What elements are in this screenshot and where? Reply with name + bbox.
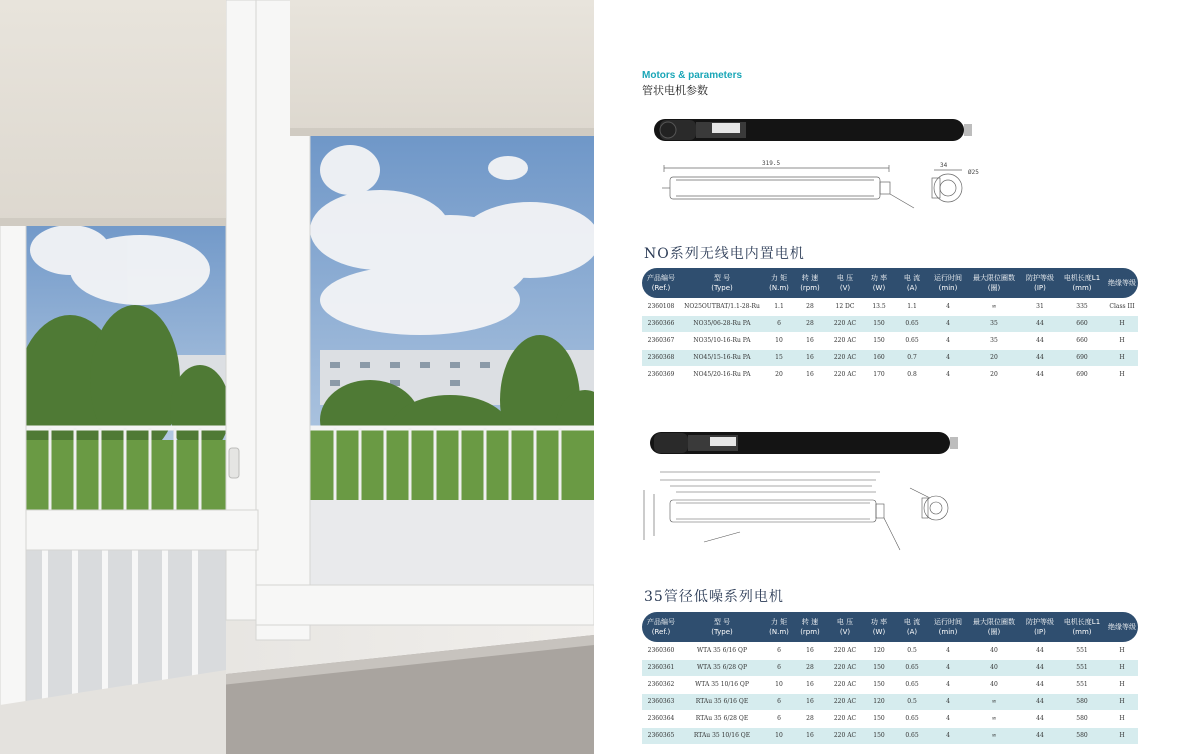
header-label-zh: 电 压: [836, 274, 854, 282]
series2-header-cell: [1022, 617, 1058, 637]
header-label-en: (rpm): [800, 628, 820, 636]
table-cell: 2360367: [647, 337, 675, 345]
header-label-en: (A): [906, 628, 918, 636]
table-cell: ∞: [991, 698, 997, 706]
table-cell: 4: [946, 337, 950, 345]
table-row: [642, 694, 1138, 711]
header-label-en: (Ref.): [651, 628, 671, 636]
series2-header-cell: [826, 617, 864, 637]
table-cell: 170: [873, 371, 885, 379]
header-label-zh: 力 矩: [770, 618, 788, 626]
table-cell: 160: [873, 354, 885, 362]
table-cell: Class III: [1109, 303, 1135, 311]
table-cell: 0.7: [907, 354, 917, 362]
header-label-zh: 绝缘等级: [1108, 623, 1136, 631]
table-cell: 0.65: [905, 664, 919, 672]
series1-header-cell: [826, 273, 864, 293]
table-cell: 6: [777, 715, 781, 723]
series1-header-cell: [680, 273, 764, 293]
table-cell: 44: [1036, 664, 1044, 672]
table-cell: H: [1119, 715, 1125, 723]
table-cell: 2360363: [647, 698, 675, 706]
table-cell: 10: [775, 732, 783, 740]
table-cell: 44: [1036, 647, 1044, 655]
header-label-zh: 转 速: [801, 274, 819, 282]
table-cell: WTA 35 10/16 QP: [695, 681, 749, 689]
table-cell: 2360369: [647, 371, 675, 379]
header-label-zh: 转 速: [801, 618, 819, 626]
table-cell: 660: [1076, 320, 1088, 328]
table-cell: 551: [1076, 664, 1088, 672]
table-cell: 120: [873, 647, 885, 655]
table-cell: 28: [806, 664, 814, 672]
table-cell: 4: [946, 681, 950, 689]
table-cell: 2360364: [647, 715, 675, 723]
table-cell: 220 AC: [833, 715, 857, 723]
table-cell: 150: [873, 715, 885, 723]
table-cell: ∞: [991, 303, 997, 311]
table-cell: 0.5: [907, 698, 917, 706]
header-label-zh: 防护等级: [1026, 274, 1054, 282]
table-cell: 40: [990, 664, 998, 672]
header-label-en: (圈): [987, 284, 1001, 292]
series1-header-cell: [930, 273, 966, 293]
series2-header-cell: [764, 617, 794, 637]
motor-no-series-drawing: [644, 110, 994, 220]
table-cell: 15: [775, 354, 783, 362]
series2-table: [642, 612, 1138, 744]
header-label-en: (N.m): [769, 284, 789, 292]
table-cell: H: [1119, 371, 1125, 379]
header-label-en: (min): [938, 284, 958, 292]
table-cell: ∞: [991, 715, 997, 723]
table-cell: RTAu 35 6/16 QE: [695, 698, 749, 706]
table-cell: 580: [1076, 715, 1088, 723]
table-cell: 0.65: [905, 681, 919, 689]
table-row: [642, 643, 1138, 660]
table-cell: 150: [873, 337, 885, 345]
table-cell: 220 AC: [833, 681, 857, 689]
table-cell: 35: [990, 337, 998, 345]
header-label-zh: 型 号: [713, 618, 731, 626]
table-cell: 2360361: [647, 664, 675, 672]
series2-header-cell: [680, 617, 764, 637]
series1-header-cell: [794, 273, 826, 293]
table-cell: RTAu 35 10/16 QE: [693, 732, 751, 740]
table-cell: 2360362: [647, 681, 675, 689]
table-cell: 1.1: [907, 303, 917, 311]
table-cell: 20: [990, 354, 998, 362]
series2-table-body: [642, 643, 1138, 745]
header-label-zh: 运行时间: [934, 274, 962, 282]
table-cell: 2360366: [647, 320, 675, 328]
table-cell: 4: [946, 354, 950, 362]
table-cell: NO35/10-16-Ru PA: [693, 337, 751, 345]
table-cell: 0.65: [905, 715, 919, 723]
series1-header-cell: [864, 273, 894, 293]
table-row: [642, 677, 1138, 694]
table-cell: 4: [946, 320, 950, 328]
table-cell: ∞: [991, 732, 997, 740]
table-cell: 220 AC: [833, 698, 857, 706]
table-cell: NO25OUTBAT/1.1-28-Ru: [684, 303, 760, 311]
table-cell: H: [1119, 664, 1125, 672]
series2-table-header: [642, 612, 1138, 642]
drawing-width-label: 34: [940, 162, 948, 169]
table-cell: 6: [777, 664, 781, 672]
table-row: [642, 316, 1138, 333]
table-cell: 16: [806, 698, 814, 706]
series2-header-cell: [1106, 622, 1138, 632]
table-cell: 44: [1036, 715, 1044, 723]
motor-35-series-drawing: [640, 428, 970, 558]
header-label-zh: 力 矩: [770, 274, 788, 282]
series1-table-body: [642, 299, 1138, 384]
table-cell: NO45/20-16-Ru PA: [693, 371, 751, 379]
table-cell: 0.65: [905, 337, 919, 345]
table-cell: 44: [1036, 320, 1044, 328]
header-label-zh: 电机长度L1: [1063, 274, 1101, 282]
table-cell: WTA 35 6/28 QP: [697, 664, 747, 672]
table-cell: 2360365: [647, 732, 675, 740]
spec-page: [594, 0, 1187, 754]
table-cell: 10: [775, 681, 783, 689]
table-cell: 580: [1076, 732, 1088, 740]
section-label-en: Motors & parameters: [642, 70, 743, 81]
table-cell: 16: [806, 681, 814, 689]
header-label-en: (IP): [1034, 284, 1046, 292]
header-label-zh: 功 率: [870, 274, 888, 282]
table-cell: 44: [1036, 371, 1044, 379]
table-cell: 551: [1076, 681, 1088, 689]
table-cell: 28: [806, 320, 814, 328]
header-label-en: (mm): [1072, 284, 1092, 292]
header-label-zh: 电机长度L1: [1063, 618, 1101, 626]
table-cell: 4: [946, 715, 950, 723]
series1-header-cell: [764, 273, 794, 293]
header-label-en: (圈): [987, 628, 1001, 636]
table-cell: 220 AC: [833, 371, 857, 379]
table-cell: 1.1: [774, 303, 784, 311]
table-cell: 220 AC: [833, 664, 857, 672]
header-label-en: (min): [938, 628, 958, 636]
table-cell: 690: [1076, 354, 1088, 362]
table-row: [642, 350, 1138, 367]
table-cell: 2360360: [647, 647, 675, 655]
header-label-zh: 电 压: [836, 618, 854, 626]
table-cell: 4: [946, 664, 950, 672]
series2-header-cell: [966, 617, 1022, 637]
table-cell: 220 AC: [833, 337, 857, 345]
table-cell: 28: [806, 715, 814, 723]
table-cell: 40: [990, 681, 998, 689]
series1-title: NO系列无线电内置电机: [644, 246, 805, 262]
table-cell: 28: [806, 303, 814, 311]
table-cell: 4: [946, 647, 950, 655]
header-label-en: (mm): [1072, 628, 1092, 636]
table-cell: 150: [873, 681, 885, 689]
table-cell: RTAu 35 6/28 QE: [695, 715, 749, 723]
table-cell: 44: [1036, 337, 1044, 345]
series1-header-cell: [1058, 273, 1106, 293]
header-label-en: (Type): [711, 628, 733, 636]
series2-header-cell: [1058, 617, 1106, 637]
header-label-en: (IP): [1034, 628, 1046, 636]
header-label-zh: 产品编号: [647, 274, 675, 282]
table-cell: 20: [775, 371, 783, 379]
header-label-zh: 最大限位圈数: [973, 274, 1015, 282]
table-cell: NO45/15-16-Ru PA: [693, 354, 751, 362]
header-label-en: (Ref.): [651, 284, 671, 292]
header-label-en: (V): [839, 284, 851, 292]
header-label-en: (Type): [711, 284, 733, 292]
drawing-diameter-label: Ø25: [968, 169, 979, 176]
table-cell: 16: [806, 354, 814, 362]
series1-header-cell: [1022, 273, 1058, 293]
table-cell: 2360368: [647, 354, 675, 362]
table-row: [642, 367, 1138, 384]
header-label-zh: 运行时间: [934, 618, 962, 626]
series1-header-cell: [966, 273, 1022, 293]
header-label-en: (W): [872, 628, 886, 636]
table-cell: 335: [1076, 303, 1088, 311]
table-cell: 44: [1036, 354, 1044, 362]
table-cell: 13.5: [872, 303, 886, 311]
table-cell: 35: [990, 320, 998, 328]
series1-table: [642, 268, 1138, 383]
table-row: [642, 299, 1138, 316]
table-cell: H: [1119, 698, 1125, 706]
table-cell: 16: [806, 337, 814, 345]
table-cell: H: [1119, 732, 1125, 740]
header-label-en: (N.m): [769, 628, 789, 636]
series1-table-header: [642, 268, 1138, 298]
table-cell: 20: [990, 371, 998, 379]
table-cell: 220 AC: [833, 320, 857, 328]
header-label-en: (V): [839, 628, 851, 636]
header-label-en: (rpm): [800, 284, 820, 292]
table-cell: H: [1119, 354, 1125, 362]
series2-header-cell: [894, 617, 930, 637]
table-cell: NO35/06-28-Ru PA: [693, 320, 751, 328]
table-cell: 660: [1076, 337, 1088, 345]
table-cell: 40: [990, 647, 998, 655]
table-cell: 4: [946, 303, 950, 311]
drawing-length-label: 319.5: [762, 160, 781, 167]
table-cell: 0.65: [905, 732, 919, 740]
table-cell: 220 AC: [833, 647, 857, 655]
series2-header-cell: [864, 617, 894, 637]
header-label-zh: 型 号: [713, 274, 731, 282]
table-cell: 150: [873, 320, 885, 328]
table-row: [642, 728, 1138, 745]
table-cell: 6: [777, 647, 781, 655]
header-label-zh: 最大限位圈数: [973, 618, 1015, 626]
series1-header-cell: [1106, 278, 1138, 288]
table-cell: 150: [873, 664, 885, 672]
table-cell: 4: [946, 371, 950, 379]
header-label-zh: 功 率: [870, 618, 888, 626]
table-cell: 10: [775, 337, 783, 345]
table-cell: 12 DC: [835, 303, 855, 311]
table-row: [642, 333, 1138, 350]
table-cell: 31: [1036, 303, 1044, 311]
series1-header-cell: [642, 273, 680, 293]
header-label-zh: 防护等级: [1026, 618, 1054, 626]
table-cell: 0.5: [907, 647, 917, 655]
table-cell: 4: [946, 732, 950, 740]
table-row: [642, 660, 1138, 677]
table-cell: 6: [777, 698, 781, 706]
table-cell: 44: [1036, 681, 1044, 689]
table-cell: 690: [1076, 371, 1088, 379]
header-label-zh: 绝缘等级: [1108, 279, 1136, 287]
series2-header-cell: [642, 617, 680, 637]
header-label-en: (W): [872, 284, 886, 292]
table-cell: 16: [806, 371, 814, 379]
series2-header-cell: [794, 617, 826, 637]
series2-header-cell: [930, 617, 966, 637]
header-label-en: (A): [906, 284, 918, 292]
table-cell: 580: [1076, 698, 1088, 706]
table-cell: 0.65: [905, 320, 919, 328]
table-cell: H: [1119, 681, 1125, 689]
series2-title: 35管径低噪系列电机: [644, 589, 784, 605]
table-cell: 16: [806, 647, 814, 655]
header-label-zh: 产品编号: [647, 618, 675, 626]
table-cell: 150: [873, 732, 885, 740]
table-cell: 44: [1036, 698, 1044, 706]
table-cell: 551: [1076, 647, 1088, 655]
header-label-zh: 电 流: [903, 274, 921, 282]
series1-header-cell: [894, 273, 930, 293]
table-cell: WTA 35 6/16 QP: [697, 647, 747, 655]
table-cell: H: [1119, 337, 1125, 345]
header-label-zh: 电 流: [903, 618, 921, 626]
table-cell: 4: [946, 698, 950, 706]
table-cell: 44: [1036, 732, 1044, 740]
table-row: [642, 711, 1138, 728]
table-cell: H: [1119, 647, 1125, 655]
table-cell: 220 AC: [833, 732, 857, 740]
table-cell: 6: [777, 320, 781, 328]
table-cell: 2360108: [647, 303, 675, 311]
table-cell: 220 AC: [833, 354, 857, 362]
section-label-zh: 管状电机参数: [642, 84, 708, 97]
table-cell: 16: [806, 732, 814, 740]
table-cell: 0.8: [907, 371, 917, 379]
table-cell: 120: [873, 698, 885, 706]
table-cell: H: [1119, 320, 1125, 328]
